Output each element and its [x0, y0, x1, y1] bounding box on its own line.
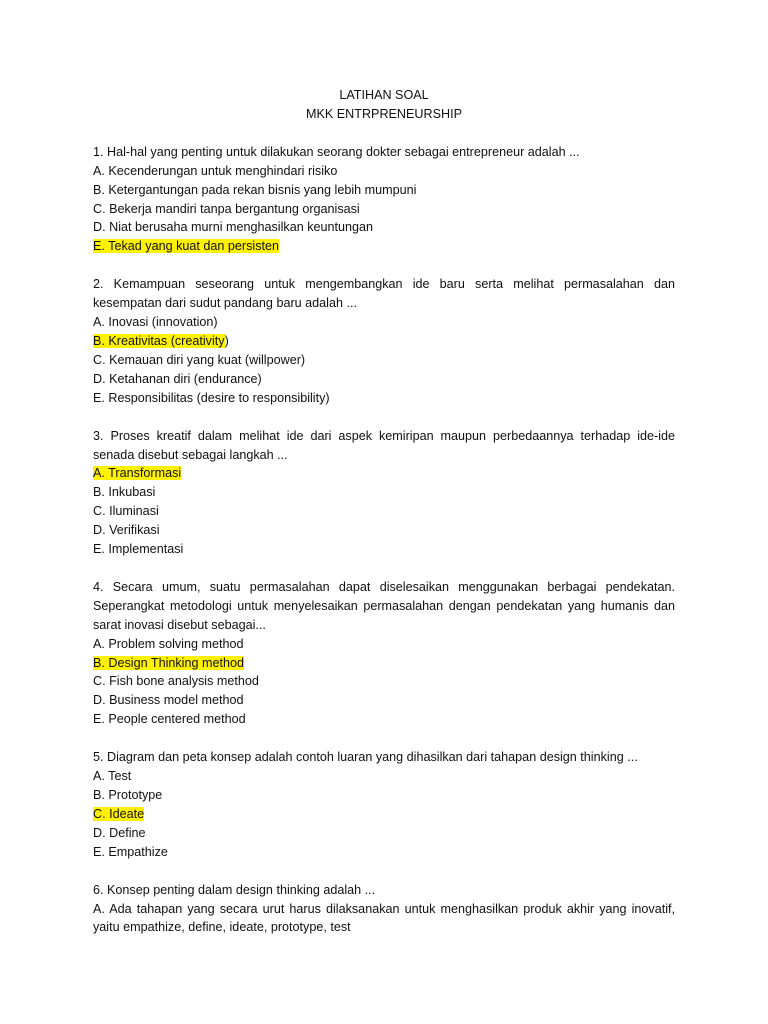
highlighted-answer: E. Tekad yang kuat dan persisten — [93, 239, 279, 254]
answer-option: E. Implementasi — [93, 542, 184, 557]
answer-option: B. Prototype — [93, 788, 163, 802]
question-stem: 4. Secara umum, suatu permasalahan dapat diselesaikan menggunakan berbagai pendekatan. Seperangkat metodologi untuk menyelesaikan permasalahan dengan pendekatan yang humanis dan sarat inovasi disebut sebagai... — [93, 579, 675, 632]
answer-option: D. Niat berusaha murni menghasilkan keuntungan — [93, 220, 374, 235]
spacer — [93, 729, 675, 748]
spacer — [93, 256, 675, 275]
answer-option: E. People centered method — [93, 712, 246, 727]
spacer — [93, 408, 675, 427]
answer-option — [93, 237, 675, 256]
question-stem: 2. Kemampuan seseorang untuk mengembangkan ide baru serta melihat permasalahan dan kesempatan dari sudut pandang baru adalah ... — [93, 277, 675, 311]
answer-option — [93, 464, 675, 483]
answer-option: C. Iluminasi — [93, 504, 159, 519]
answer-option — [93, 332, 675, 351]
answer-option: A. Kecenderungan untuk menghindari risiko — [93, 163, 338, 178]
spacer — [93, 124, 675, 143]
answer-option: E. Responsibilitas (desire to responsibility) — [93, 390, 330, 405]
question-5 — [93, 748, 675, 861]
answer-option: C. Fish bone analysis method — [93, 674, 259, 689]
question-2 — [93, 275, 675, 407]
answer-option: B. Inkubasi — [93, 485, 156, 500]
question-1 — [93, 143, 675, 256]
question-list — [93, 143, 675, 938]
highlighted-answer: C. Ideate — [93, 806, 145, 821]
spacer — [93, 559, 675, 578]
answer-option: A. Problem solving method — [93, 636, 244, 651]
answer-option: E. Empathize — [93, 844, 168, 859]
answer-option: C. Bekerja mandiri tanpa bergantung organisasi — [93, 201, 360, 216]
question-stem: 5. Diagram dan peta konsep adalah contoh luaran yang dihasilkan dari tahapan design thinking ... — [93, 750, 638, 765]
answer-option: C. Kemauan diri yang kuat (willpower) — [93, 352, 306, 367]
question-4 — [93, 578, 675, 729]
question-stem: 6. Konsep penting dalam design thinking adalah ... — [93, 882, 376, 897]
document-title-line-1: LATIHAN SOAL — [339, 88, 429, 102]
answer-option: D. Business model method — [93, 693, 244, 708]
answer-option — [93, 654, 675, 673]
question-stem: 3. Proses kreatif dalam melihat ide dari aspek kemiripan maupun perbedaannya terhadap ide-ide senada disebut sebagai langkah ... — [93, 428, 675, 462]
highlighted-answer: A. Transformasi — [93, 466, 182, 481]
answer-option: D. Define — [93, 825, 146, 840]
spacer — [93, 862, 675, 881]
highlighted-answer: B. Kreativitas (creativity — [93, 333, 225, 348]
question-6 — [93, 881, 675, 938]
highlighted-answer: B. Design Thinking method — [93, 655, 244, 670]
answer-option: A. Test — [93, 769, 132, 784]
answer-option: D. Ketahanan diri (endurance) — [93, 371, 262, 386]
document-page — [93, 86, 675, 937]
answer-option — [93, 805, 675, 824]
answer-option: A. Ada tahapan yang secara urut harus dilaksanakan untuk menghasilkan produk akhir yang inovatif, yaitu empathize, define, ideate, prototype, test — [93, 901, 675, 935]
answer-option: A. Inovasi (innovation) — [93, 315, 218, 330]
answer-suffix: ) — [224, 333, 229, 348]
question-stem: 1. Hal-hal yang penting untuk dilakukan seorang dokter sebagai entrepreneur adalah ... — [93, 144, 580, 159]
answer-option: D. Verifikasi — [93, 523, 160, 538]
document-title-line-2: MKK ENTRPRENEURSHIP — [305, 106, 463, 121]
question-3 — [93, 427, 675, 559]
answer-option: B. Ketergantungan pada rekan bisnis yang lebih mumpuni — [93, 182, 417, 197]
